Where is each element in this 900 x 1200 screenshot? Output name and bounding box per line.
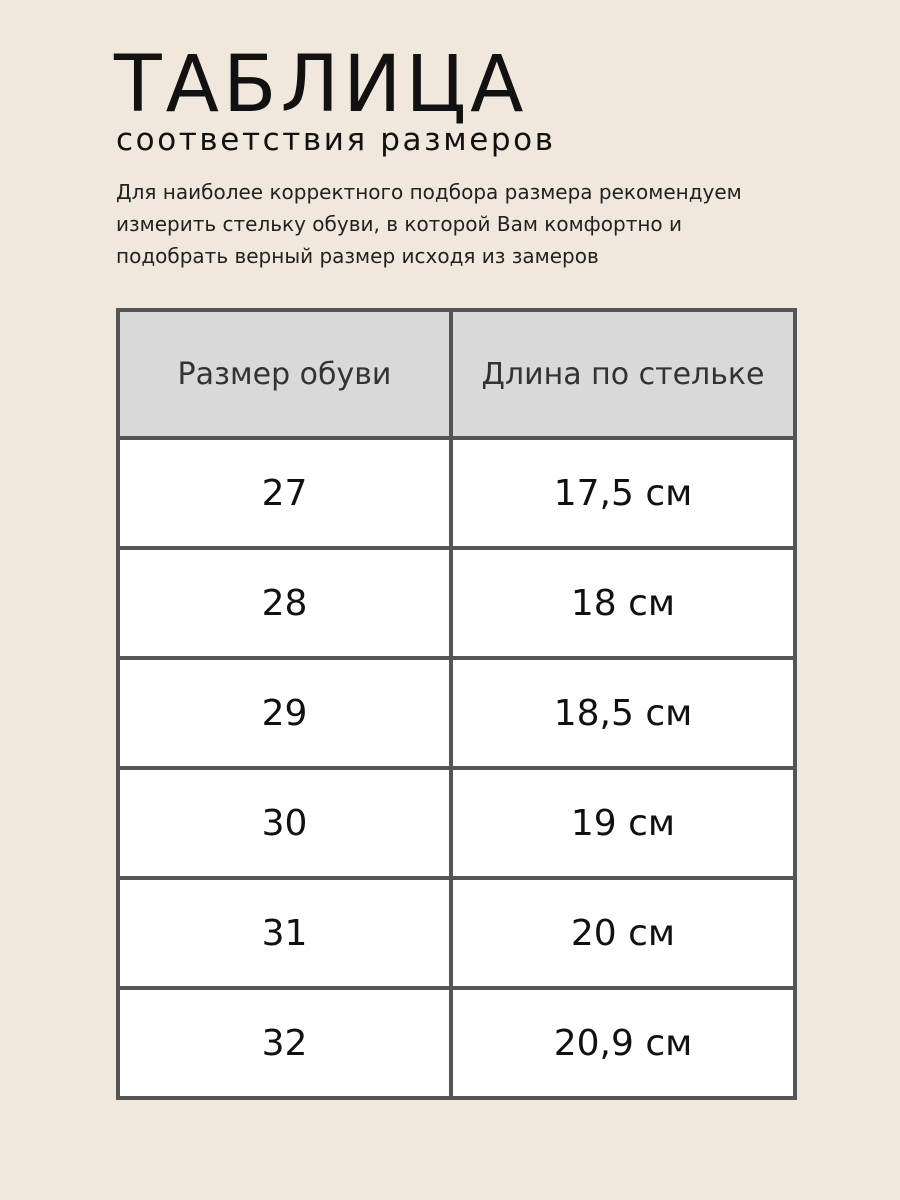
table-row xyxy=(118,548,795,658)
column-header-insole-length: Длина по стельке xyxy=(451,310,795,438)
table-row xyxy=(118,878,795,988)
insole-length-cell: 20 см xyxy=(451,878,795,988)
shoe-size-cell: 31 xyxy=(118,878,451,988)
shoe-size-cell: 29 xyxy=(118,658,451,768)
shoe-size-cell: 27 xyxy=(118,438,451,548)
shoe-size-cell: 32 xyxy=(118,988,451,1098)
insole-length-cell: 20,9 см xyxy=(451,988,795,1098)
table-row xyxy=(118,768,795,878)
page-title: ТАБЛИЦА xyxy=(114,40,528,130)
insole-length-cell: 18 см xyxy=(451,548,795,658)
intro-line: измерить стельку обуви, в которой Вам комфортно и xyxy=(116,212,683,236)
shoe-size-cell: 28 xyxy=(118,548,451,658)
intro-text xyxy=(116,176,816,272)
intro-line: Для наиболее корректного подбора размера рекомендуем xyxy=(116,180,742,204)
insole-length-cell: 17,5 см xyxy=(451,438,795,548)
table-header-row xyxy=(118,310,795,438)
table-row xyxy=(118,438,795,548)
table-row xyxy=(118,658,795,768)
page-subtitle: соответствия размеров xyxy=(116,122,556,158)
shoe-size-cell: 30 xyxy=(118,768,451,878)
size-chart-table xyxy=(116,308,797,1100)
insole-length-cell: 19 см xyxy=(451,768,795,878)
table-row xyxy=(118,988,795,1098)
column-header-shoe-size: Размер обуви xyxy=(118,310,451,438)
intro-line: подобрать верный размер исходя из замеров xyxy=(116,244,599,268)
insole-length-cell: 18,5 см xyxy=(451,658,795,768)
